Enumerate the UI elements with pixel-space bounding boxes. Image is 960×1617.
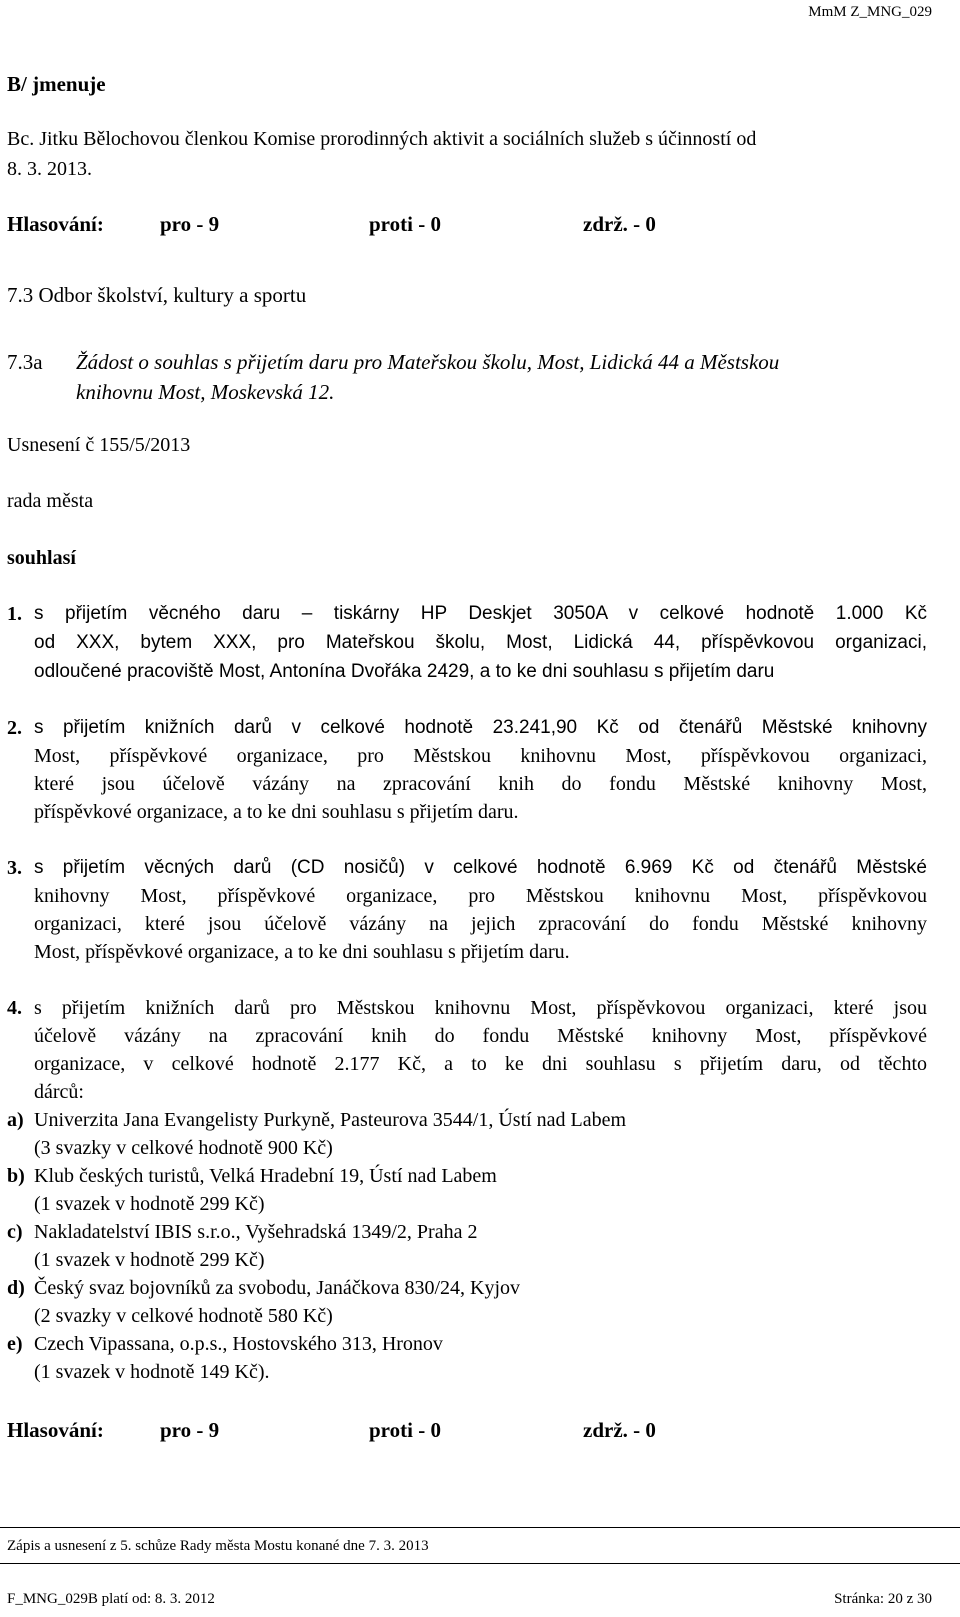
section-b-text-line2: 8. 3. 2013. (7, 158, 92, 180)
vote-label: Hlasování: (7, 1418, 104, 1442)
point-number: 4. (7, 997, 22, 1019)
donor-letter: e) (7, 1333, 23, 1355)
footer-form: F_MNG_029B platí od: 8. 3. 2012 (7, 1591, 215, 1607)
point-line: dárců: (34, 1081, 84, 1103)
donor-letter: d) (7, 1277, 25, 1299)
section-heading: 7.3 Odbor školství, kultury a sportu (7, 283, 307, 307)
donor-name: Nakladatelství IBIS s.r.o., Vyšehradská 1349/2, Praha 2 (34, 1221, 478, 1243)
point-line: s přijetím věcných darů (CD nosičů) v celkové hodnotě 6.969 Kč od čtenářů Městské (34, 857, 927, 878)
point-number: 2. (7, 717, 22, 739)
point-line: Most, příspěvkové organizace, pro Městskou knihovnu Most, příspěvkovou organizaci, (34, 745, 927, 767)
donor-letter: a) (7, 1109, 24, 1131)
item-number: 7.3a (7, 350, 43, 374)
section-b-text-line1: Bc. Jitku Bělochovou členkou Komise prorodinných aktivit a sociálních služeb s účinností od (7, 128, 757, 150)
footer-divider (0, 1563, 960, 1564)
vote-zdrz: zdrž. - 0 (583, 1418, 656, 1442)
resolution-body: rada města (7, 490, 94, 512)
vote-label: Hlasování: (7, 212, 104, 236)
point-number: 3. (7, 857, 22, 879)
point-number: 1. (7, 603, 22, 625)
document-code: MmM Z_MNG_029 (808, 4, 932, 20)
vote-proti: proti - 0 (369, 212, 441, 236)
item-title-line2: knihovnu Most, Moskevská 12. (76, 380, 335, 404)
vote-zdrz: zdrž. - 0 (583, 212, 656, 236)
donor-detail: (1 svazek v hodnotě 299 Kč) (34, 1249, 265, 1271)
point-line: od XXX, bytem XXX, pro Mateřskou školu, Most, Lidická 44, příspěvkovou organizaci, (34, 632, 927, 653)
footer-divider (0, 1527, 960, 1528)
point-line: s přijetím knižních darů pro Městskou knihovnu Most, příspěvkovou organizaci, které jsou (34, 997, 927, 1019)
donor-name: Klub českých turistů, Velká Hradební 19, Ústí nad Labem (34, 1165, 497, 1187)
point-line: s přijetím věcného daru – tiskárny HP Deskjet 3050A v celkové hodnotě 1.000 Kč (34, 603, 927, 624)
footer-page-number: Stránka: 20 z 30 (834, 1591, 932, 1607)
point-line: které jsou účelově vázány na zpracování knih do fondu Městské knihovny Most, (34, 773, 927, 795)
point-line: organizaci, které jsou účelově vázány na jejich zpracování do fondu Městské knihovny (34, 913, 927, 935)
point-line: knihovny Most, příspěvkové organizace, pro Městskou knihovnu Most, příspěvkovou (34, 885, 927, 907)
point-line: Most, příspěvkové organizace, a to ke dni souhlasu s přijetím daru. (34, 941, 570, 963)
donor-detail: (2 svazky v celkové hodnotě 580 Kč) (34, 1305, 333, 1327)
donor-detail: (1 svazek v hodnotě 299 Kč) (34, 1193, 265, 1215)
point-line: organizace, v celkové hodnotě 2.177 Kč, a to ke dni souhlasu s přijetím daru, od těchto (34, 1053, 927, 1075)
donor-name: Czech Vipassana, o.p.s., Hostovského 313, Hronov (34, 1333, 443, 1355)
point-line: účelově vázány na zpracování knih do fondu Městské knihovny Most, příspěvkové (34, 1025, 927, 1047)
vote-pro: pro - 9 (160, 212, 220, 236)
vote-proti: proti - 0 (369, 1418, 441, 1442)
vote-pro: pro - 9 (160, 1418, 220, 1442)
donor-name: Univerzita Jana Evangelisty Purkyně, Pasteurova 3544/1, Ústí nad Labem (34, 1109, 627, 1131)
donor-letter: c) (7, 1221, 23, 1243)
point-line: s přijetím knižních darů v celkové hodnotě 23.241,90 Kč od čtenářů Městské knihovny (34, 717, 927, 738)
section-b-title: B/ jmenuje (7, 72, 106, 96)
donor-letter: b) (7, 1165, 25, 1187)
resolution-number: Usnesení č 155/5/2013 (7, 434, 191, 456)
footer-minutes: Zápis a usnesení z 5. schůze Rady města Mostu konané dne 7. 3. 2013 (7, 1538, 429, 1554)
donor-name: Český svaz bojovníků za svobodu, Janáčkova 830/24, Kyjov (34, 1277, 521, 1299)
donor-detail: (1 svazek v hodnotě 149 Kč). (34, 1361, 270, 1383)
item-title-line1: Žádost o souhlas s přijetím daru pro Mateřskou školu, Most, Lidická 44 a Městskou (76, 350, 780, 374)
donor-detail: (3 svazky v celkové hodnotě 900 Kč) (34, 1137, 333, 1159)
point-line: odloučené pracoviště Most, Antonína Dvořáka 2429, a to ke dni souhlasu s přijetím daru (34, 661, 775, 682)
resolution-verb: souhlasí (7, 547, 76, 569)
point-line: příspěvkové organizace, a to ke dni souhlasu s přijetím daru. (34, 801, 519, 823)
